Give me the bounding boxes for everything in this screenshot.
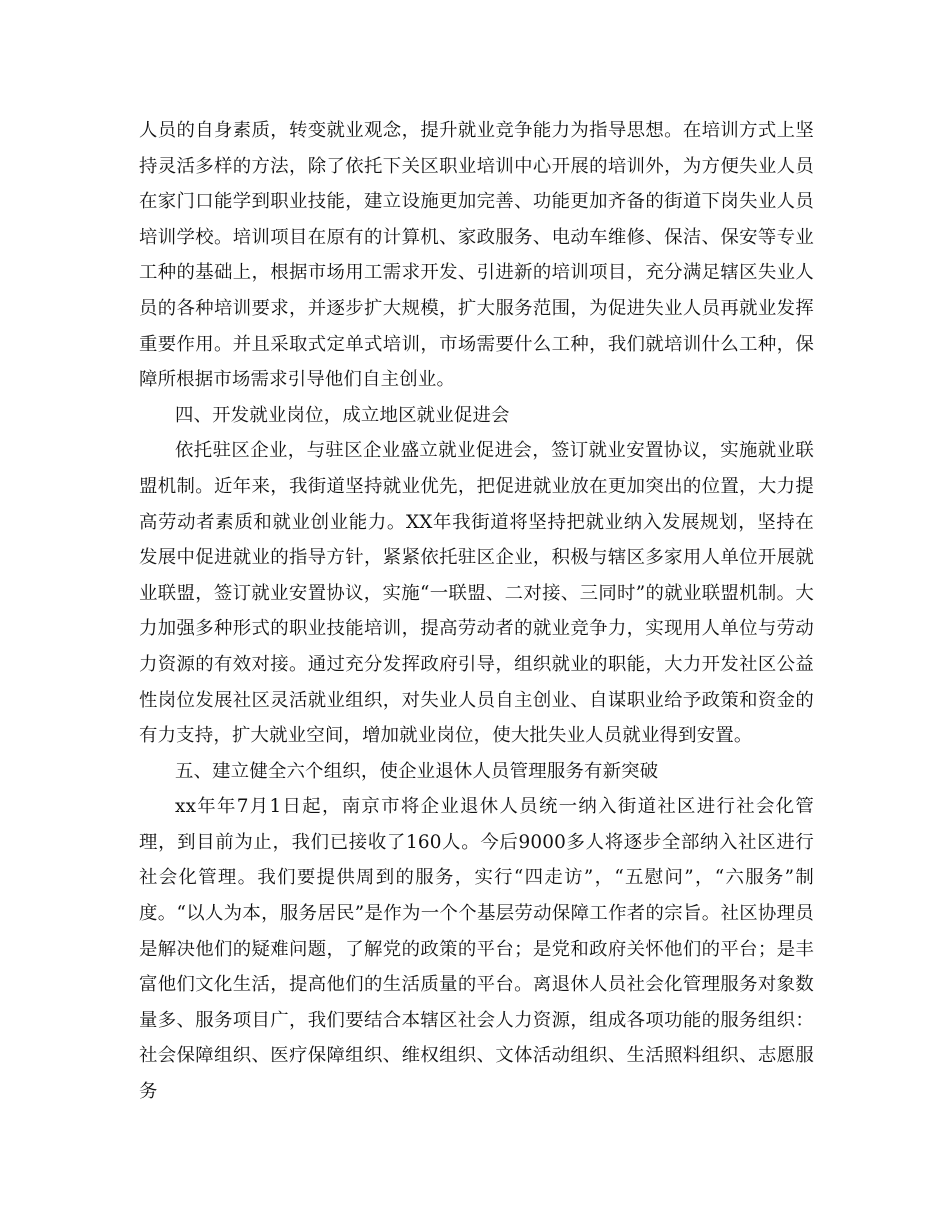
paragraph-section-5: xx年年7月1日起，南京市将企业退休人员统一纳入街道社区进行社会化管理，到目前为止，我们已接收了160人。今后9000多人将逐步全部纳入社区进行社会化管理。我们要提供周到的服务，实行“四走访”，“五慰问”，“六服务”制度。“以人为本，服务居民”是作为一个个基层劳动保障工作者的宗旨。社区协理员是解决他们的疑难问题，了解党的政策的平台；是党和政府关怀他们的平台；是丰富他们文化生活，提高他们的生活质量的平台。离退休人员社会化管理服务对象数量多、服务项目广，我们要结合本辖区社会人力资源，组成各项功能的服务组织：社会保障组织、医疗保障组织、维权组织、文体活动组织、生活照料组织、志愿服务 xyxy=(139,796,814,1103)
heading-section-5: 五、建立健全六个组织，使企业退休人员管理服务有新突破 xyxy=(175,760,659,782)
paragraph-training-continued: 人员的自身素质，转变就业观念，提升就业竞争能力为指导思想。在培训方式上坚持灵活多样的方法，除了依托下关区职业培训中心开展的培训外，为方便失业人员在家门口能学到职业技能，建立设施更加完善、功能更加齐备的街道下岗失业人员培训学校。培训项目在原有的计算机、家政服务、电动车维修、保洁、保安等专业工种的基础上，根据市场用工需求开发、引进新的培训项目，充分满足辖区失业人员的各种培训要求，并逐步扩大规模，扩大服务范围，为促进失业人员再就业发挥重要作用。并且采取式定单式培训，市场需要什么工种，我们就培训什么工种，保障所根据市场需求引导他们自主创业。 xyxy=(139,120,814,391)
heading-section-4: 四、开发就业岗位，成立地区就业促进会 xyxy=(175,404,510,426)
paragraph-section-4: 依托驻区企业，与驻区企业盛立就业促进会，签订就业安置协议，实施就业联盟机制。近年来，我街道坚持就业优先，把促进就业放在更加突出的位置，大力提高劳动者素质和就业创业能力。XX年我街道将坚持把就业纳入发展规划，坚持在发展中促进就业的指导方针，紧紧依托驻区企业，积极与辖区多家用人单位开展就业联盟，签订就业安置协议，实施“一联盟、二对接、三同时”的就业联盟机制。大力加强多种形式的职业技能培训，提高劳动者的就业竞争力，实现用人单位与劳动力资源的有效对接。通过充分发挥政府引导，组织就业的职能，大力开发社区公益性岗位发展社区灵活就业组织，对失业人员自主创业、自谋职业给予政策和资金的有力支持，扩大就业空间，增加就业岗位，使大批失业人员就业得到安置。 xyxy=(139,440,814,747)
document-body xyxy=(139,113,814,1110)
